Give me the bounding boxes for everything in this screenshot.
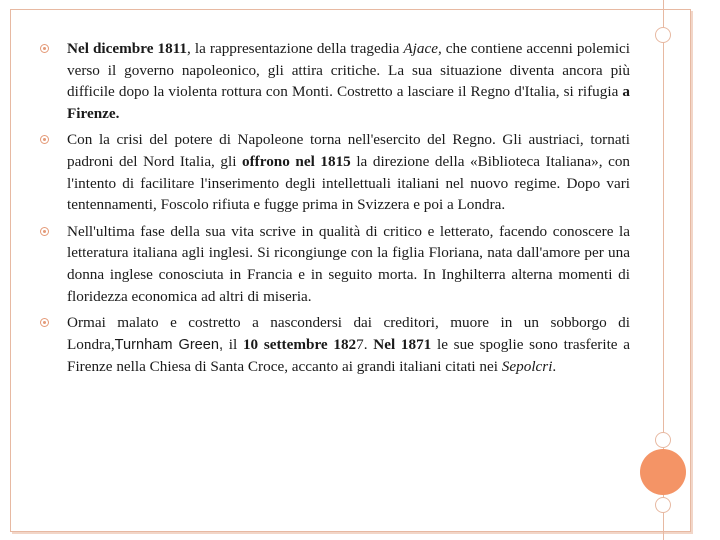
text-bold: Nel 1871 xyxy=(373,335,432,353)
decorative-circle-bottom xyxy=(655,497,671,513)
paragraph xyxy=(67,129,630,215)
text: il xyxy=(223,335,243,353)
list-item xyxy=(40,312,630,378)
text: Con la crisi del potere di Napoleone torna nell'esercito del Regno. Gli austriaci, tornati padroni del Nord Italia, gli xyxy=(67,131,630,170)
text-italic: Sepolcri xyxy=(501,358,553,376)
text-bold: 10 settembre 182 xyxy=(242,335,357,353)
paragraph xyxy=(67,38,630,124)
decorative-circle-top xyxy=(655,27,671,43)
bullet-icon xyxy=(40,318,49,327)
text-bold: Nel dicembre 1811 xyxy=(67,40,188,57)
list-item xyxy=(40,129,630,215)
decorative-circle-small xyxy=(655,432,671,448)
list-item xyxy=(40,38,630,124)
text: , la rappresentazione della tragedia xyxy=(187,40,404,57)
text: la direzione della «Biblioteca Italiana», con l'intento di facilitare l'inserimento degli intellettuali italiani nel nuovo regime. Dopo vari tentennamenti, Foscolo rifiuta e fugge prima in Svizzera e poi a Londra. xyxy=(67,152,631,214)
bullet-icon xyxy=(40,44,49,53)
bullet-icon xyxy=(40,135,49,144)
decorative-circle-accent xyxy=(640,449,686,495)
text: le sue spoglie sono trasferite a Firenze nella Chiesa di Santa Croce, accanto ai grandi italiani citati nei xyxy=(67,335,630,376)
text: 7. xyxy=(356,335,374,353)
text-sans: Turnham Green, xyxy=(114,336,224,353)
text-italic: Ajace xyxy=(403,40,438,57)
text: Nell'ultima fase della sua vita scrive in qualità di critico e letterato, facendo conoscere la letteratura italiana agli inglesi. Si ricongiunge con la figlia Floriana, nata dall'amore per una donna inglese conosciuta in Francia e in seguito morta. In Inghilterra alterna momenti di floridezza economica ad altri di miseria. xyxy=(67,222,630,305)
paragraph xyxy=(67,221,630,307)
text-bold: a Firenze. xyxy=(67,83,630,122)
bullet-list xyxy=(40,38,630,383)
text: . xyxy=(552,358,557,376)
text: Ormai malato e costretto a nascondersi dai creditori, muore in un sobborgo di Londra, xyxy=(67,314,630,353)
text-bold: offrono nel 1815 xyxy=(242,152,351,170)
list-item xyxy=(40,221,630,307)
bullet-icon xyxy=(40,227,49,236)
text: , che contiene accenni polemici verso il governo napoleonico, gli attira critiche. La sua situazione diventa ancora più difficile dopo la violenta rottura con Monti. Costretto a lasciare il Regno d'Italia, si rifugia xyxy=(67,40,631,101)
paragraph xyxy=(67,312,630,378)
